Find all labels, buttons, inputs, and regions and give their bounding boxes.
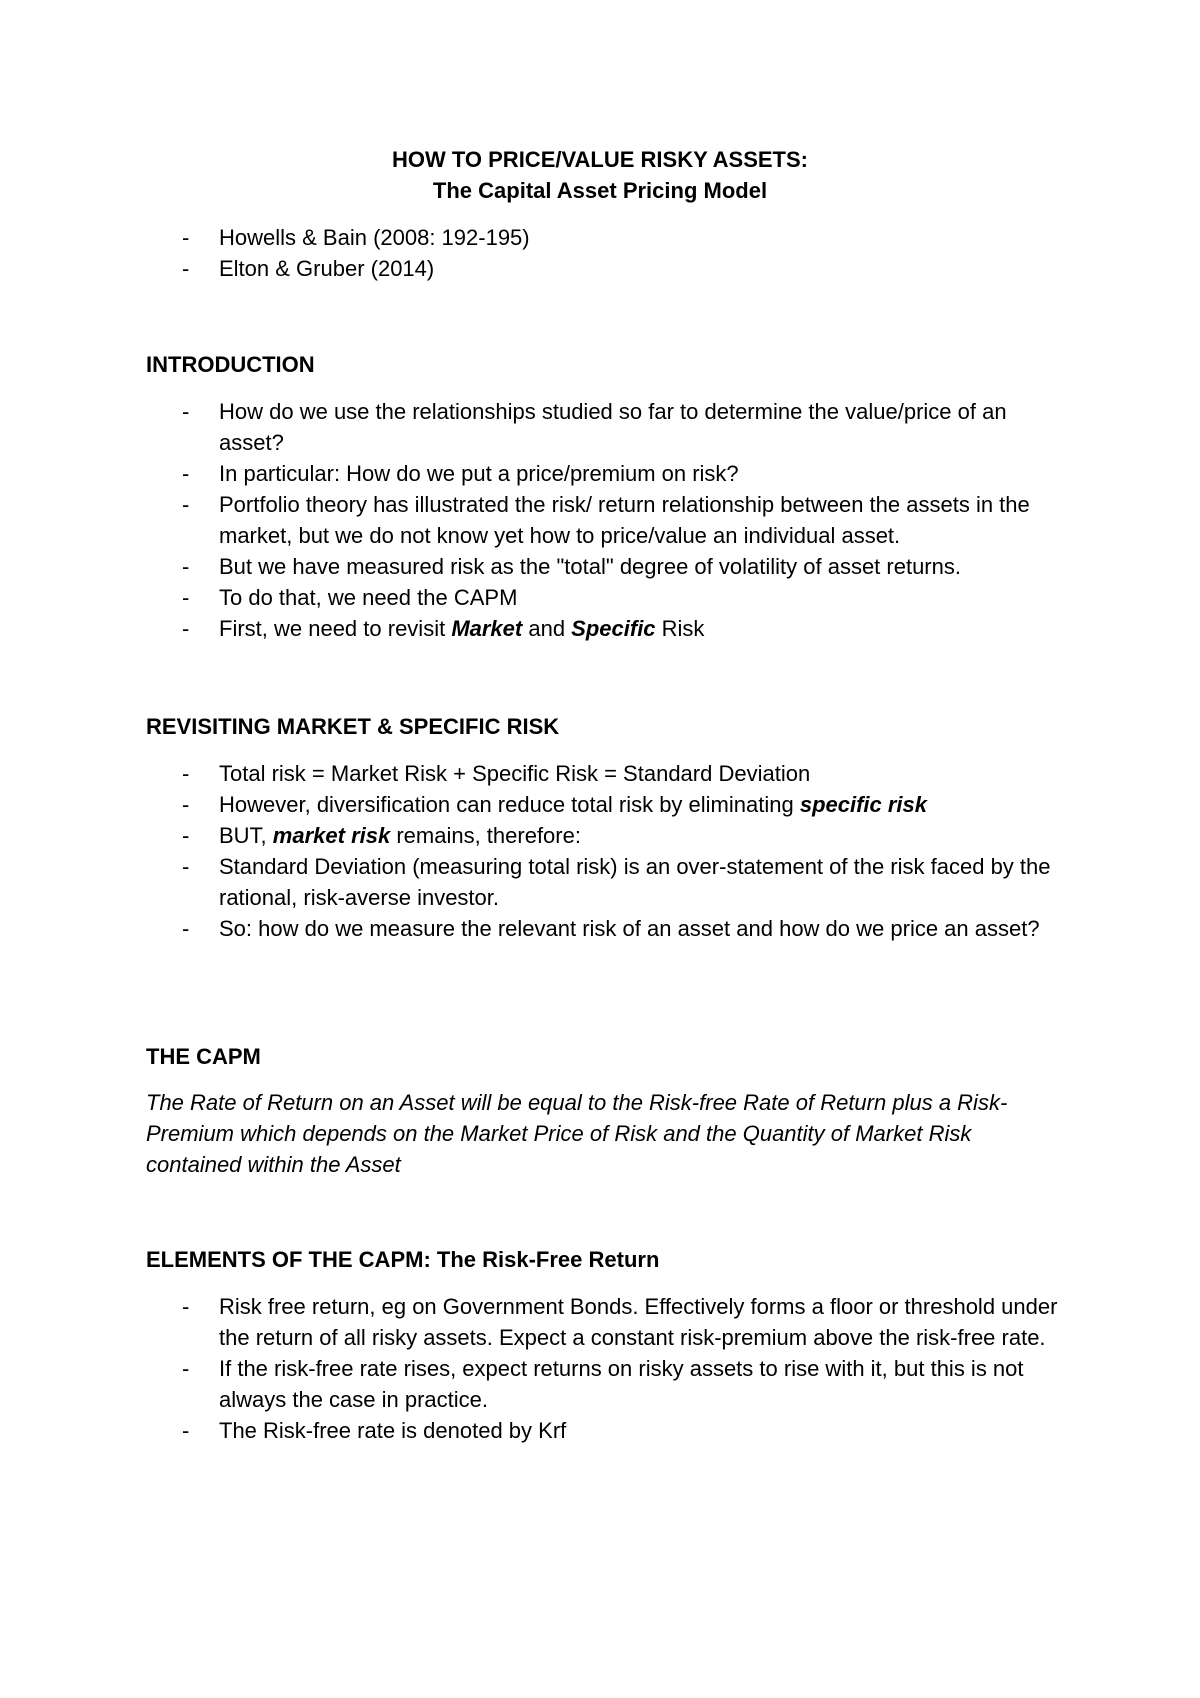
list-item: - To do that, we need the CAPM — [182, 585, 518, 610]
list-item: - Standard Deviation (measuring total risk) is an over-statement of the risk faced by the rational, risk-averse investor. — [182, 854, 1051, 910]
emphasis-specific: Specific — [571, 616, 656, 641]
list-item: - First, we need to revisit Market and Specific Risk — [182, 616, 705, 641]
list-item: - So: how do we measure the relevant risk of an asset and how do we price an asset? — [182, 916, 1040, 941]
emphasis-market-risk: market risk — [272, 823, 391, 848]
document-title — [0, 144, 1200, 206]
section-heading-revisiting: REVISITING MARKET & SPECIFIC RISK — [146, 714, 560, 739]
list-item: - In particular: How do we put a price/premium on risk? — [182, 461, 739, 486]
introduction-list — [146, 396, 1066, 644]
list-item: - But we have measured risk as the "total" degree of volatility of asset returns. — [182, 554, 961, 579]
list-item: - Elton & Gruber (2014) — [182, 256, 435, 281]
list-item: - If the risk-free rate rises, expect returns on risky assets to rise with it, but this is not always the case in practice. — [182, 1356, 1024, 1412]
list-item: - However, diversification can reduce total risk by eliminating specific risk — [182, 792, 928, 817]
emphasis-specific-risk: specific risk — [799, 792, 928, 817]
section-heading-elements: ELEMENTS OF THE CAPM: The Risk-Free Return — [146, 1247, 660, 1272]
list-item: - Portfolio theory has illustrated the risk/ return relationship between the assets in the market, but we do not know yet how to price/value an individual asset. — [182, 492, 1030, 548]
list-item: - The Risk-free rate is denoted by Krf — [182, 1418, 567, 1443]
title-line-2: The Capital Asset Pricing Model — [432, 178, 768, 203]
elements-list — [146, 1291, 1066, 1446]
list-item: - Howells & Bain (2008: 192-195) — [182, 225, 530, 250]
references-list — [146, 222, 1066, 284]
section-heading-capm: THE CAPM — [146, 1044, 261, 1069]
list-item: - Total risk = Market Risk + Specific Risk = Standard Deviation — [182, 761, 811, 786]
title-line-1: HOW TO PRICE/VALUE RISKY ASSETS: — [391, 147, 808, 172]
list-item: - BUT, market risk remains, therefore: — [182, 823, 581, 848]
capm-definition: The Rate of Return on an Asset will be equal to the Risk-free Rate of Return plus a Risk-Premium which depends on the Market Price of Risk and the Quantity of Market Risk contained within the Asset — [146, 1090, 1008, 1177]
list-item: - Risk free return, eg on Government Bonds. Effectively forms a floor or threshold under the return of all risky assets. Expect a constant risk-premium above the risk-free rate. — [182, 1294, 1058, 1350]
emphasis-market: Market — [451, 616, 523, 641]
revisiting-list — [146, 758, 1066, 944]
section-heading-introduction: INTRODUCTION — [146, 352, 315, 377]
list-item: - How do we use the relationships studied so far to determine the value/price of an asset? — [182, 399, 1007, 455]
